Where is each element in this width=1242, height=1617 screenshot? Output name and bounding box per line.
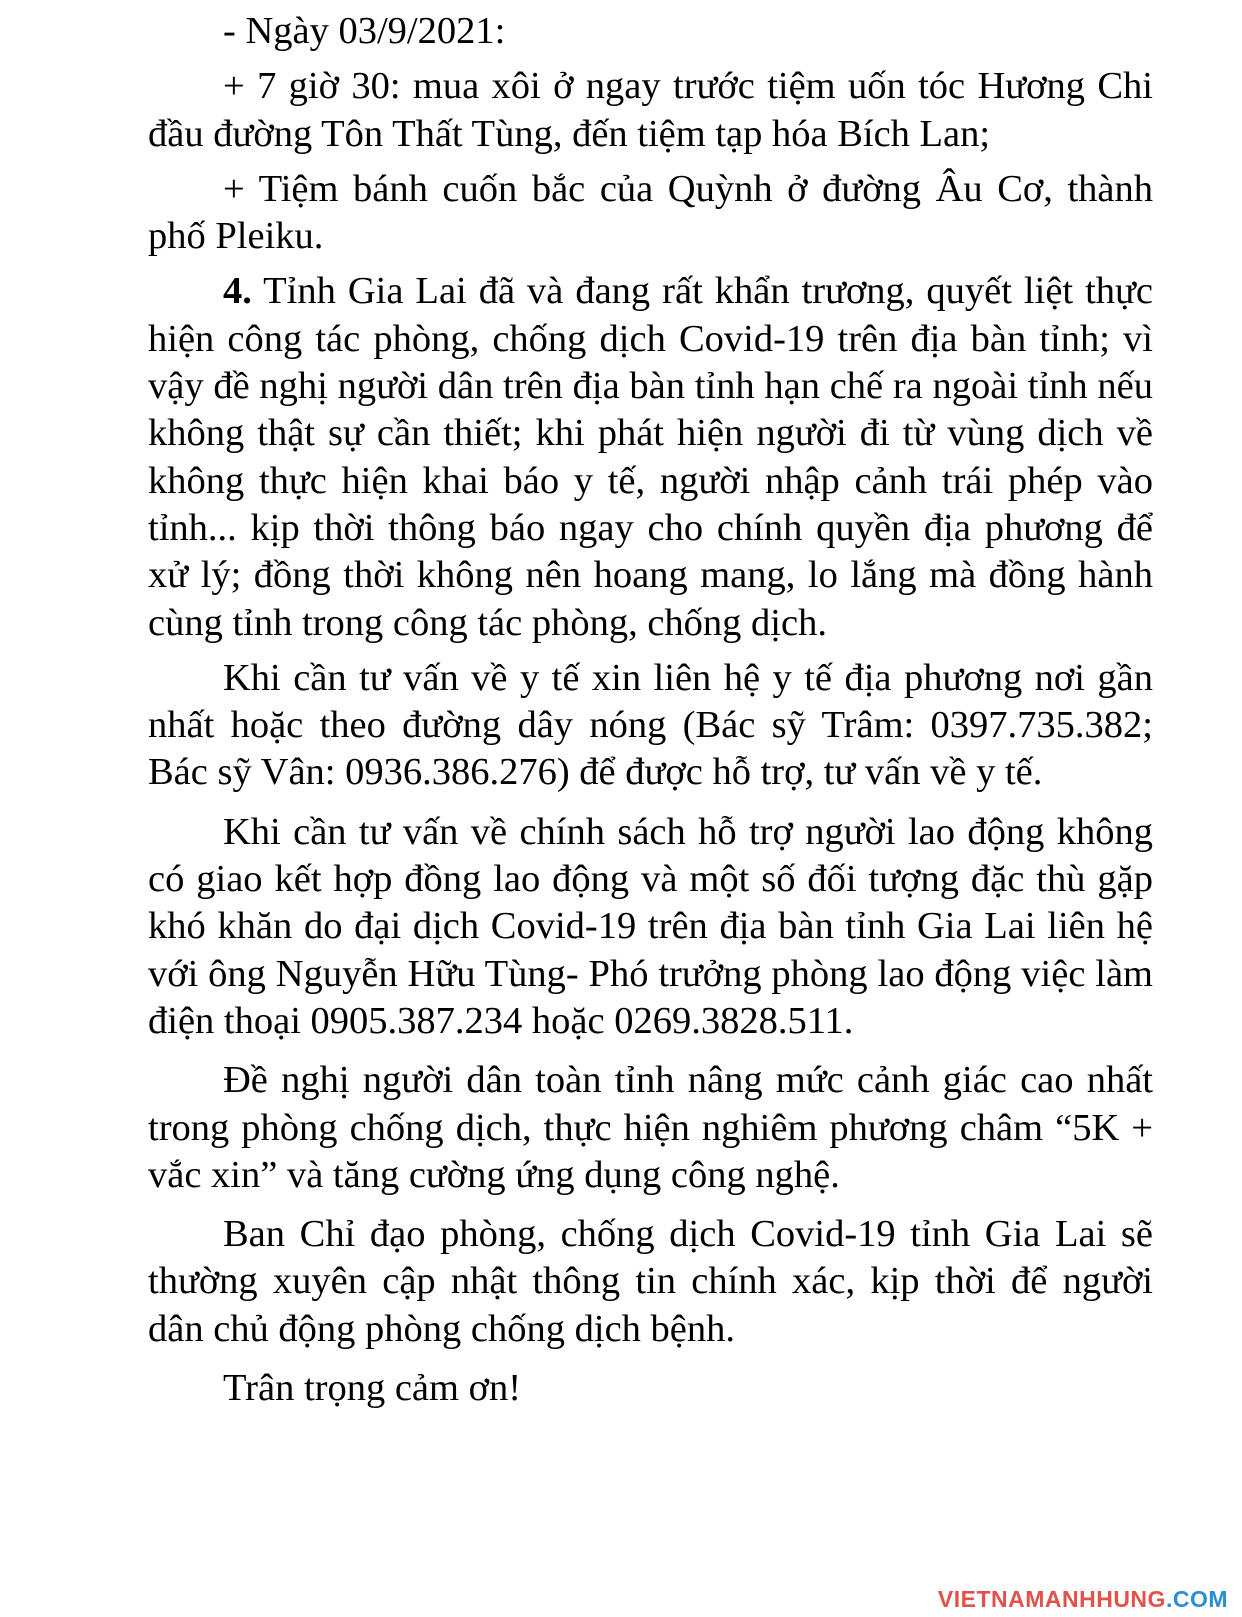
date-line: - Ngày 03/9/2021: bbox=[223, 10, 506, 52]
section-4-number: 4. bbox=[223, 270, 252, 313]
labor-policy-paragraph: Khi cần tư vấn về chính sách hỗ trợ người lao động không có giao kết hợp đồng lao động và một số đối tượng đặc thù gặp khó khăn do đại dịch Covid-19 trên địa bàn tỉnh Gia Lai liên hệ với ông Nguyễn Hữu Tùng- Phó trưởng phòng lao động việc làm điện thoại 0905.387.234 hoặc 0269.3828.511. bbox=[148, 810, 1153, 1042]
document-body bbox=[148, 0, 1153, 1412]
watermark-part-2: .COM bbox=[1165, 1586, 1228, 1612]
section-4-text: Tỉnh Gia Lai đã và đang rất khẩn trương, quyết liệt thực hiện công tác phòng, chống dịch Covid-19 trên địa bàn tỉnh; vì vậy đề nghị người dân trên địa bàn tỉnh hạn chế ra ngoài tỉnh nếu không thật sự cần thiết; khi phát hiện người đi từ vùng dịch về không thực hiện khai báo y tế, người nhập cảnh trái phép vào tỉnh... kịp thời thông báo ngay cho chính quyền địa phương để xử lý; đồng thời không nên hoang mang, lo lắng mà đồng hành cùng tỉnh trong công tác phòng, chống dịch. bbox=[148, 270, 1153, 644]
site-watermark bbox=[938, 1586, 1228, 1613]
closing-line: Trân trọng cảm ơn! bbox=[223, 1367, 522, 1410]
medical-hotline-paragraph: Khi cần tư vấn về y tế xin liên hệ y tế địa phương nơi gần nhất hoặc theo đường dây nóng (Bác sỹ Trâm: 0397.735.382; Bác sỹ Vân: 0936.386.276) để được hỗ trợ, tư vấn về y tế. bbox=[148, 656, 1153, 794]
vigilance-paragraph: Đề nghị người dân toàn tỉnh nâng mức cảnh giác cao nhất trong phòng chống dịch, thực hiện nghiêm phương châm “5K + vắc xin” và tăng cường ứng dụng công nghệ. bbox=[148, 1059, 1153, 1196]
steering-committee-paragraph: Ban Chỉ đạo phòng, chống dịch Covid-19 tỉnh Gia Lai sẽ thường xuyên cập nhật thông tin chính xác, kịp thời để người dân chủ động phòng chống dịch bệnh. bbox=[148, 1213, 1153, 1350]
schedule-item-1: + 7 giờ 30: mua xôi ở ngay trước tiệm uốn tóc Hương Chi đầu đường Tôn Thất Tùng, đến tiệm tạp hóa Bích Lan; bbox=[148, 65, 1153, 155]
schedule-item-2: + Tiệm bánh cuốn bắc của Quỳnh ở đường Âu Cơ, thành phố Pleiku. bbox=[148, 167, 1153, 258]
section-4-paragraph bbox=[148, 268, 1153, 646]
watermark-part-1: VIETNAMANHHUNG bbox=[937, 1586, 1166, 1612]
